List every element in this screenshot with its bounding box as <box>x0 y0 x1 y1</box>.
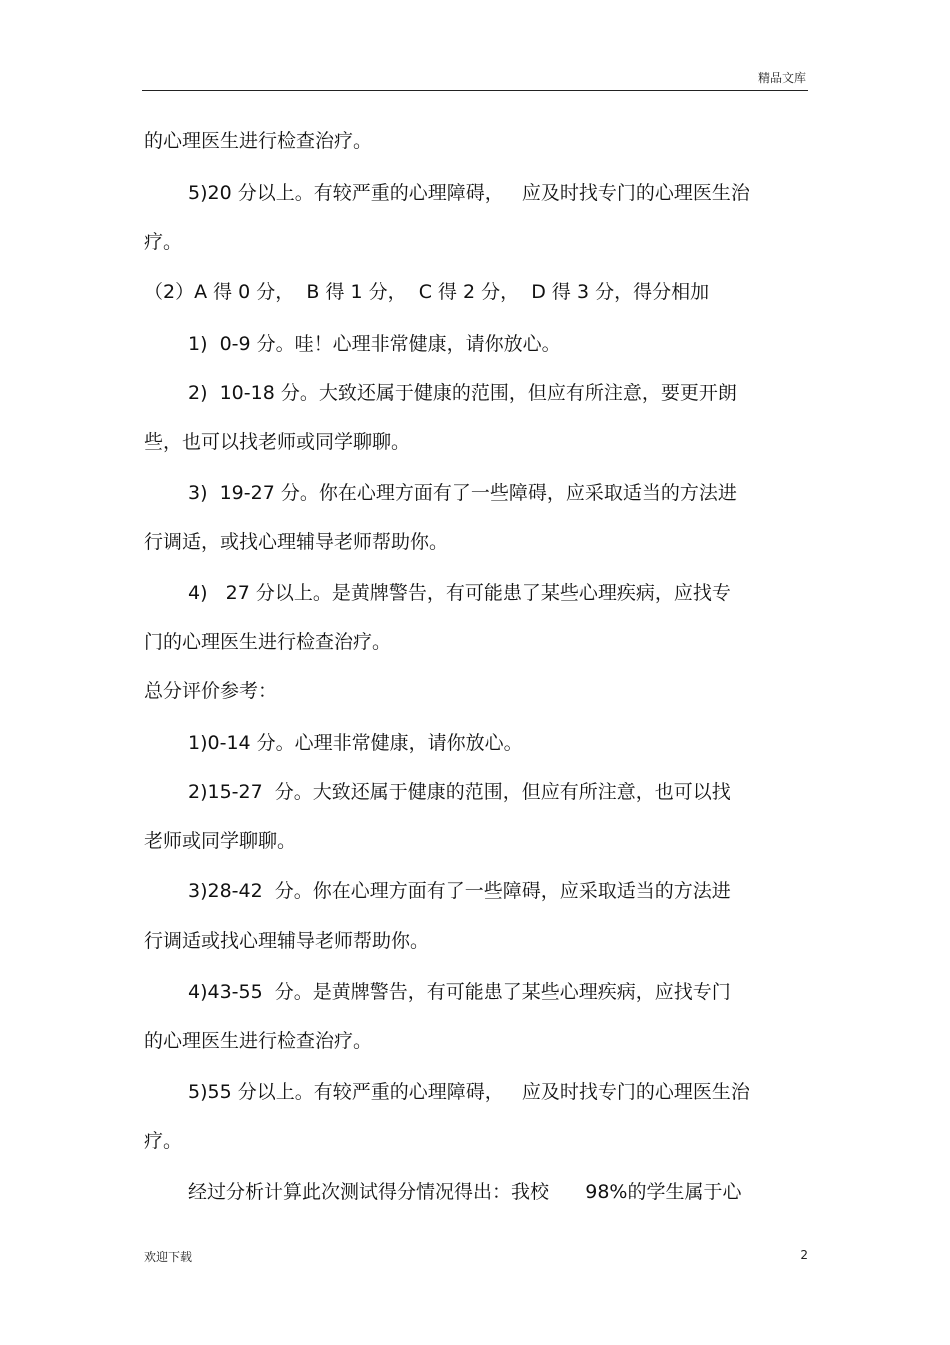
text-line: 2)15-27 分。大致还属于健康的范围，但应有所注意，也可以找 <box>188 781 731 803</box>
text-line: 的心理医生进行检查治疗。 <box>144 130 373 152</box>
text-line: 5)55 分以上。有较严重的心理障碍， 应及时找专门的心理医生治 <box>188 1081 750 1103</box>
text-line: 疗。 <box>144 231 183 253</box>
footer-text: 欢迎下载 <box>144 1250 193 1264</box>
text-line: 1)0-14 分。心理非常健康，请你放心。 <box>188 732 523 754</box>
text-line: 些，也可以找老师或同学聊聊。 <box>144 431 411 453</box>
text-line: 3) 19-27 分。你在心理方面有了一些障碍，应采取适当的方法进 <box>188 482 737 504</box>
text-line: 老师或同学聊聊。 <box>144 830 297 852</box>
text-line: 的心理医生进行检查治疗。 <box>144 1030 373 1052</box>
text-line: （2）A 得 0 分， B 得 1 分， C 得 2 分， D 得 3 分，得分相加 <box>144 281 710 303</box>
text-line: 1) 0-9 分。哇！心理非常健康，请你放心。 <box>188 333 561 355</box>
text-line: 行调适或找心理辅导老师帮助你。 <box>144 930 430 952</box>
header-title: 精品文库 <box>757 71 806 85</box>
text-line: 疗。 <box>144 1130 183 1152</box>
text-line: 2) 10-18 分。大致还属于健康的范围，但应有所注意，要更开朗 <box>188 382 737 404</box>
text-line: 5)20 分以上。有较严重的心理障碍， 应及时找专门的心理医生治 <box>188 182 750 204</box>
page-header <box>142 66 808 91</box>
text-line: 门的心理医生进行检查治疗。 <box>144 631 392 653</box>
text-line: 4) 27 分以上。是黄牌警告，有可能患了某些心理疾病，应找专 <box>188 582 731 604</box>
text-line: 4)43-55 分。是黄牌警告，有可能患了某些心理疾病，应找专门 <box>188 981 731 1003</box>
text-line: 经过分析计算此次测试得分情况得出：我校 98%的学生属于心 <box>188 1181 742 1203</box>
text-line: 3)28-42 分。你在心理方面有了一些障碍，应采取适当的方法进 <box>188 880 731 902</box>
text-line: 行调适，或找心理辅导老师帮助你。 <box>144 531 449 553</box>
page-number: 2 <box>800 1248 808 1262</box>
section-heading: 总分评价参考： <box>144 680 278 702</box>
